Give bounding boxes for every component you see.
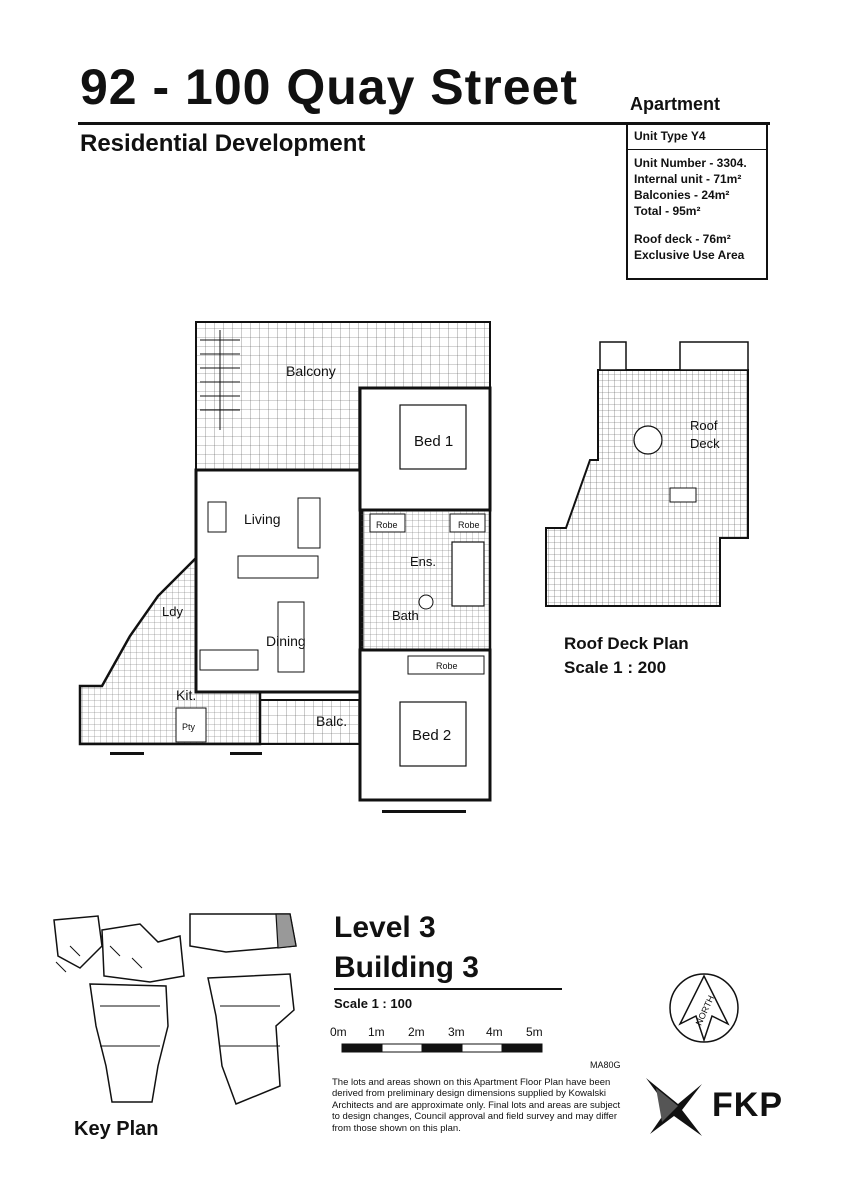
- room-bath: Bath: [392, 608, 419, 623]
- key-plan: [40, 906, 320, 1106]
- page-subtitle: Residential Development: [80, 130, 366, 157]
- scale-tick-5: 5m: [526, 1025, 543, 1039]
- scale-tick-4: 4m: [486, 1025, 503, 1039]
- roof-deck-caption-scale: Scale 1 : 200: [564, 658, 667, 677]
- level-label: Level 3: [334, 911, 436, 944]
- category-label: Apartment: [630, 94, 721, 114]
- north-label: NORTH: [693, 993, 717, 1027]
- room-ens: Ens.: [410, 554, 437, 569]
- level-building-block: [334, 908, 479, 988]
- unit-area-list: [634, 155, 747, 219]
- floor-plan: [70, 310, 510, 825]
- key-plan-label: Key Plan: [74, 1118, 159, 1140]
- building-label: Building 3: [334, 951, 479, 984]
- fkp-logo-icon: [642, 1074, 708, 1140]
- roof-label-line1: Roof: [690, 418, 718, 433]
- room-bed1: Bed 1: [414, 433, 454, 450]
- fkp-logo-text: FKP: [712, 1086, 783, 1124]
- roof-stair-icon: [600, 342, 626, 370]
- roof-lounger-icon: [670, 488, 696, 502]
- room-balc: Balc.: [316, 713, 348, 729]
- room-pty: Pty: [182, 722, 196, 732]
- roof-table-icon: [634, 426, 662, 454]
- north-arrow-icon: [664, 968, 744, 1048]
- roof-deck-caption: [564, 632, 689, 680]
- roof-deck-caption-title: Roof Deck Plan: [564, 634, 689, 653]
- scale-tick-1: 1m: [368, 1025, 385, 1039]
- scale-tick-2: 2m: [408, 1025, 425, 1039]
- room-robe-b: Robe: [458, 520, 480, 530]
- room-dining: Dining: [266, 633, 306, 649]
- key-plan-highlight: [276, 914, 296, 948]
- roof-planter: [680, 342, 748, 370]
- scale-tick-3: 3m: [448, 1025, 465, 1039]
- room-ldy: Ldy: [162, 604, 183, 619]
- balconies-area: Balconies - 24m²: [634, 188, 730, 202]
- total-area: Total - 95m²: [634, 204, 701, 218]
- unit-type: Unit Type Y4: [628, 124, 766, 150]
- internal-area: Internal unit - 71m²: [634, 172, 742, 186]
- scale-tick-0: 0m: [330, 1025, 347, 1039]
- level-rule: [334, 988, 562, 990]
- unit-info-box: [626, 122, 768, 280]
- exclusive-use-label: Exclusive Use Area: [634, 248, 745, 262]
- room-living: Living: [244, 511, 281, 527]
- scale-label: Scale 1 : 100: [334, 996, 413, 1011]
- roof-deck-area: [546, 370, 748, 606]
- room-robe-c: Robe: [436, 661, 458, 671]
- basin-icon: [419, 595, 433, 609]
- roof-deck-area: Roof deck - 76m²: [634, 232, 731, 246]
- bathtub-icon: [452, 542, 484, 606]
- roof-deck-plan: [530, 338, 760, 608]
- page-title: 92 - 100 Quay Street: [80, 59, 579, 115]
- scale-bar: [330, 1024, 550, 1060]
- room-robe-a: Robe: [376, 520, 398, 530]
- kitchen-bench: [200, 650, 258, 670]
- roof-area-list: [634, 231, 744, 263]
- disclaimer-text: The lots and areas shown on this Apartment Floor Plan have been derived from preliminary design dimensions supplied by Kowalski Architects and are approximate only. Final lots and areas are subject to design changes, Council approval and field survey and may differ from those shown on this plan.: [332, 1077, 621, 1134]
- unit-number: Unit Number - 3304.: [634, 156, 747, 170]
- room-bed2: Bed 2: [412, 727, 452, 744]
- room-balcony: Balcony: [286, 363, 336, 379]
- room-kit: Kit.: [176, 687, 197, 703]
- roof-label-line2: Deck: [690, 436, 720, 451]
- document-code: MA80G: [590, 1060, 621, 1070]
